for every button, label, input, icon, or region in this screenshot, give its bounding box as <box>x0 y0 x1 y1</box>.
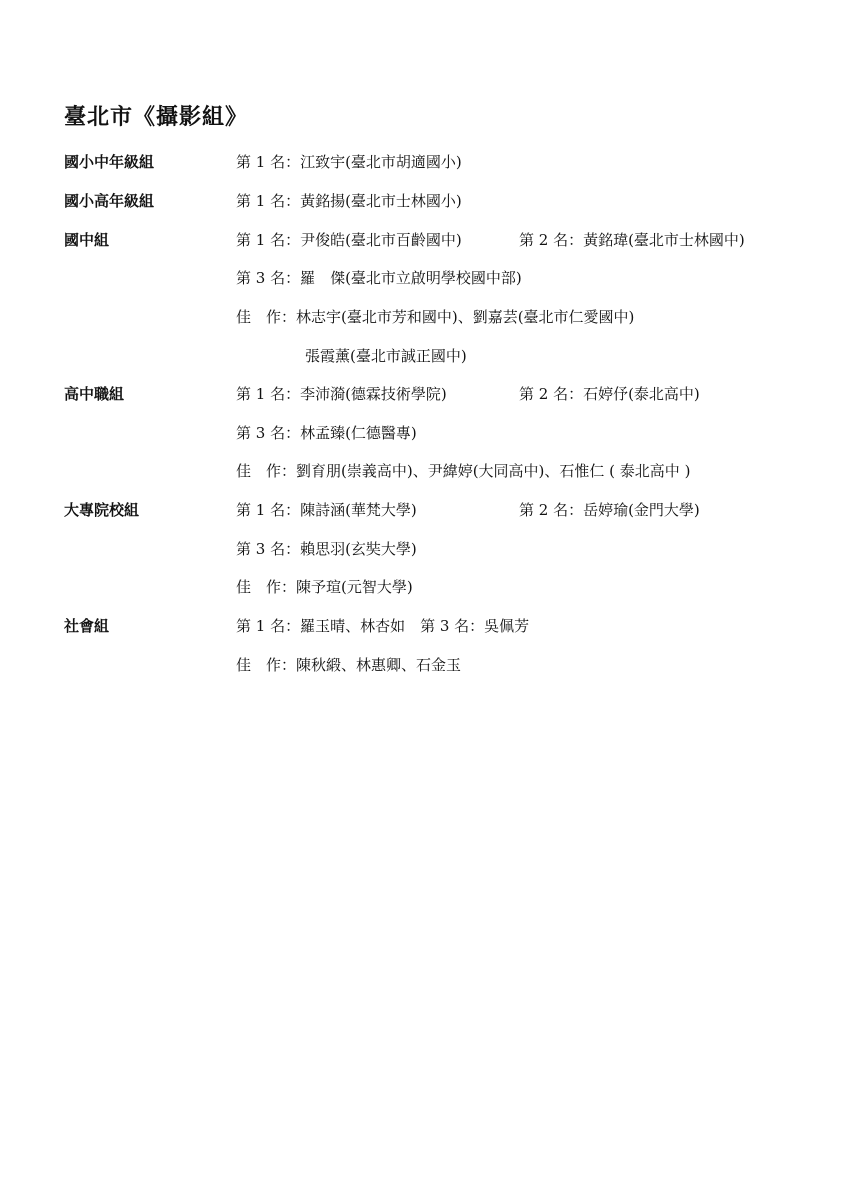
award-entry: 第 1 名：李沛漪(德霖技術學院) <box>236 385 447 403</box>
category-senior-high: 高中職組 <box>64 385 125 403</box>
award-entry: 第 2 名：黃銘瑋(臺北市士林國中) <box>519 231 745 249</box>
award-entry: 第 1 名：尹俊皓(臺北市百齡國中) <box>236 231 462 249</box>
award-entry: 佳 作：劉育朋(崇義高中)、尹緯婷(大同高中)、石惟仁 ( 泰北高中 ) <box>236 462 691 480</box>
award-entry: 張霞薰(臺北市誠正國中) <box>305 347 467 365</box>
award-entry: 第 3 名：賴思羽(玄奘大學) <box>236 540 417 558</box>
award-entry: 第 2 名：岳婷瑜(金門大學) <box>519 501 700 519</box>
category-college: 大專院校組 <box>64 501 140 519</box>
award-entry: 佳 作：林志宇(臺北市芳和國中)、劉嘉芸(臺北市仁愛國中) <box>236 308 635 326</box>
category-elementary-middle: 國小中年級組 <box>64 153 155 171</box>
award-entry: 第 3 名：林孟臻(仁德醫專) <box>236 424 417 442</box>
award-entry: 佳 作：陳秋緞、林惠卿、石金玉 <box>236 656 462 674</box>
award-entry: 第 1 名：黃銘揚(臺北市士林國小) <box>236 192 462 210</box>
award-entry: 第 3 名：羅 傑(臺北市立啟明學校國中部) <box>236 269 522 287</box>
award-entry: 佳 作：陳予瑄(元智大學) <box>236 578 413 596</box>
document-title: 臺北市《攝影組》 <box>64 104 249 130</box>
award-entry: 第 1 名：羅玉晴、林杏如 第 3 名：吳佩芳 <box>236 617 530 635</box>
category-junior-high: 國中組 <box>64 231 110 249</box>
award-entry: 第 1 名：陳詩涵(華梵大學) <box>236 501 417 519</box>
category-public: 社會組 <box>64 617 110 635</box>
award-entry: 第 1 名：江致宇(臺北市胡適國小) <box>236 153 462 171</box>
category-elementary-senior: 國小高年級組 <box>64 192 155 210</box>
award-entry: 第 2 名：石婷伃(泰北高中) <box>519 385 700 403</box>
